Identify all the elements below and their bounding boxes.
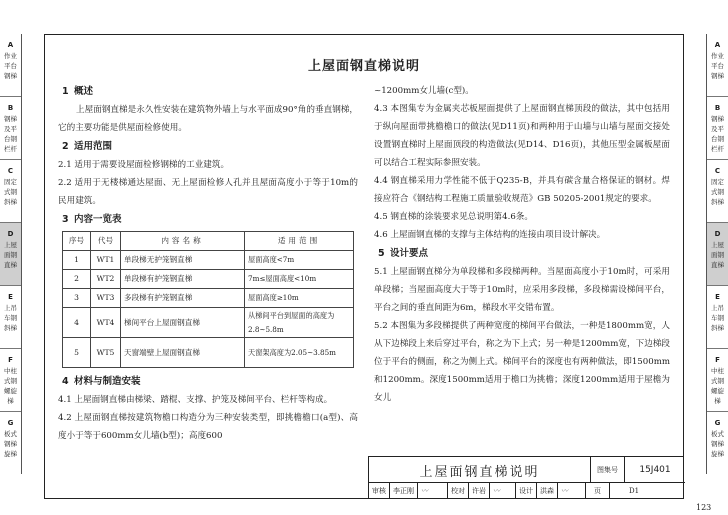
table-row [63,270,354,289]
row-content: 梯间平台上屋面钢直梯 [121,308,245,338]
tab-label: 钢梯及平台钢栏杆 [711,115,724,153]
section-4-para-3: 4.3 本图集专为金属夹芯板屋面提供了上屋面钢直梯顶段的做法，其中包括用于纵向屋面带挑檐檐口的做法(见D11页)和两种用于山墙与山墙与屋面交接处设置钢直梯时上屋面顶段的构造做法(见D14、D16页)，其他压型金属板屋面可以结合工程实际参照安装。 [374,104,670,168]
row-content: 单段梯有护笼钢直梯 [121,270,245,289]
page-number: 123 [696,503,712,512]
title-block [368,456,684,498]
page-label: 页 [586,483,610,499]
table-row [63,338,354,368]
designer-name: 洪森 [537,483,558,499]
left-tab-f [0,349,21,412]
section-2-heading: 2 适用范围 [62,141,113,152]
tab-label: 固定式钢斜梯 [4,178,17,206]
tab-label: 固定式钢斜梯 [711,178,724,206]
column-header: 序号 [63,232,91,251]
row-code: WT1 [91,251,121,270]
section-3-heading: 3 内容一览表 [62,214,122,225]
table-header-row [63,232,354,251]
left-tab-b [0,97,21,160]
left-tab-g [0,412,21,474]
left-chapter-tabs [0,34,22,474]
right-tab-a [707,34,728,97]
section-4-heading: 4 材料与制造安装 [62,376,141,387]
tab-label: 上屋面钢直梯 [4,241,17,269]
table-row [63,289,354,308]
row-index: 2 [63,270,91,289]
section-4-para-4: 4.4 钢直梯采用力学性能不低于Q235-B，并具有碳含量合格保证的钢材。焊接应符合《钢结构工程施工质量验收规范》GB 50205-2001规定的要求。 [374,176,670,204]
section-5-para-2: 5.2 本图集为多段梯提供了两种宽度的梯间平台做法，一种是1800mm宽，人从下边梯段上来后穿过平台，称之为下上式；另一种是1200mm宽，下边梯段位于平台的侧面，称之为侧上式。梯间平台的深度也有两种做法，即1500mm和1200mm。深度1500mm适用于檐口为挑檐；深度1200mm适用于屋檐为女儿 [374,321,670,403]
title-block-top [369,457,685,483]
row-code: WT4 [91,308,121,338]
tab-label: 上屋面钢直梯 [711,241,724,269]
title-block-signatures [369,483,685,499]
tab-letter: F [715,356,720,364]
right-chapter-tabs [706,34,728,474]
tab-label: 板式钢梯旋梯 [711,430,724,458]
section-4-para-2-continued: ~1200mm女儿墙(c型)。 [374,86,474,96]
row-index: 1 [63,251,91,270]
page-title: 上屋面钢直梯说明 [307,59,420,74]
left-tab-a [0,34,21,97]
tab-letter: E [8,293,13,301]
section-1-body: 上屋面钢直梯是永久性安装在建筑物外墙上与水平面成90°角的垂直钢梯，它的主要功能是供屋面检修使用。 [58,105,358,133]
tab-letter: B [7,104,14,112]
section-4-para-5: 4.5 钢直梯的涂装要求见总说明第4.6条。 [374,212,533,222]
right-tab-f [707,349,728,412]
row-scope: 屋面高度<7m [245,251,354,270]
column-header: 适用范围 [245,232,354,251]
contents-table [62,231,354,368]
tab-label: 上吊车钢斜梯 [4,304,17,332]
row-scope: 天窗架高度为2.05~3.85m [245,338,354,368]
tab-letter: E [715,293,720,301]
checker-signature: 〰 [490,483,516,499]
review-label: 审核 [369,483,390,499]
tab-label: 上吊车钢斜梯 [711,304,724,332]
tab-letter: G [714,419,721,427]
row-scope: 从梯间平台到屋面的高度为2.8~5.8m [245,308,354,338]
checker-name: 许岩 [469,483,490,499]
table-row [63,251,354,270]
column-header: 内容名称 [121,232,245,251]
tab-label: 中柱式钢螺旋梯 [4,367,17,405]
section-4-para-1: 4.1 上屋面钢直梯由梯梁、踏棍、支撑、护笼及梯间平台、栏杆等构成。 [58,395,333,405]
check-label: 校对 [448,483,469,499]
tab-label: 钢梯及平台钢栏杆 [4,115,17,153]
reviewer-signature: 〰 [418,483,448,499]
row-index: 3 [63,289,91,308]
tab-letter: A [7,41,14,49]
title-block-title: 上屋面钢直梯说明 [369,457,591,483]
tab-label: 中柱式钢螺旋梯 [711,367,724,405]
tab-letter: G [7,419,14,427]
section-1-heading: 1 概述 [62,86,94,97]
tab-label: 作业平台钢梯 [711,52,724,80]
section-2-para-2: 2.2 适用于无楼梯通达屋面、无上屋面检修人孔并且屋面高度小于等于10m的民用建筑。 [58,178,358,206]
row-content: 天窗端壁上屋面钢直梯 [121,338,245,368]
section-4-para-2: 4.2 上屋面钢直梯按建筑物檐口构造分为三种安装类型，即挑檐檐口(a型)、高度小于等于600mm女儿墙(b型)；高度600 [58,413,358,441]
row-index: 5 [63,338,91,368]
tab-letter: A [714,41,721,49]
section-4-para-6: 4.6 上屋面钢直梯的支撑与主体结构的连接由项目设计解决。 [374,230,606,240]
row-content: 多段梯有护笼钢直梯 [121,289,245,308]
atlas-number-label: 图集号 [591,457,625,483]
column-header: 代号 [91,232,121,251]
designer-signature: 〰 [558,483,586,499]
left-tab-d [0,223,21,286]
row-index: 4 [63,308,91,338]
tab-letter: C [714,167,721,175]
reviewer-name: 李正刚 [390,483,418,499]
left-tab-e [0,286,21,349]
right-tab-d [707,223,728,286]
tab-letter: B [714,104,721,112]
row-content: 单段梯无护笼钢直梯 [121,251,245,270]
tab-letter: D [714,230,721,238]
right-tab-e [707,286,728,349]
row-scope: 屋面高度≥10m [245,289,354,308]
tab-label: 作业平台钢梯 [4,52,17,80]
tab-letter: C [7,167,14,175]
page-code: D1 [628,487,640,495]
row-scope: 7m≤屋面高度<10m [245,270,354,289]
design-label: 设计 [516,483,537,499]
atlas-number: 15J401 [639,465,671,475]
section-2-para-1: 2.1 适用于需要设屋面检修钢梯的工业建筑。 [58,160,230,170]
section-5-heading: 5 设计要点 [378,248,429,259]
tab-letter: D [7,230,14,238]
row-code: WT2 [91,270,121,289]
right-column [374,82,670,407]
left-tab-c [0,160,21,223]
row-code: WT5 [91,338,121,368]
left-column [58,82,358,445]
tab-letter: F [8,356,13,364]
row-code: WT3 [91,289,121,308]
section-5-para-1: 5.1 上屋面钢直梯分为单段梯和多段梯两种。当屋面高度小于10m时，可采用单段梯；当屋面高度大于等于10m时，应采用多段梯，多段梯需设梯间平台，平台之间的垂直间距为6m，梯段水平交错布置。 [374,267,670,313]
table-row [63,308,354,338]
right-tab-c [707,160,728,223]
right-tab-g [707,412,728,474]
tab-label: 板式钢梯旋梯 [4,430,17,458]
right-tab-b [707,97,728,160]
